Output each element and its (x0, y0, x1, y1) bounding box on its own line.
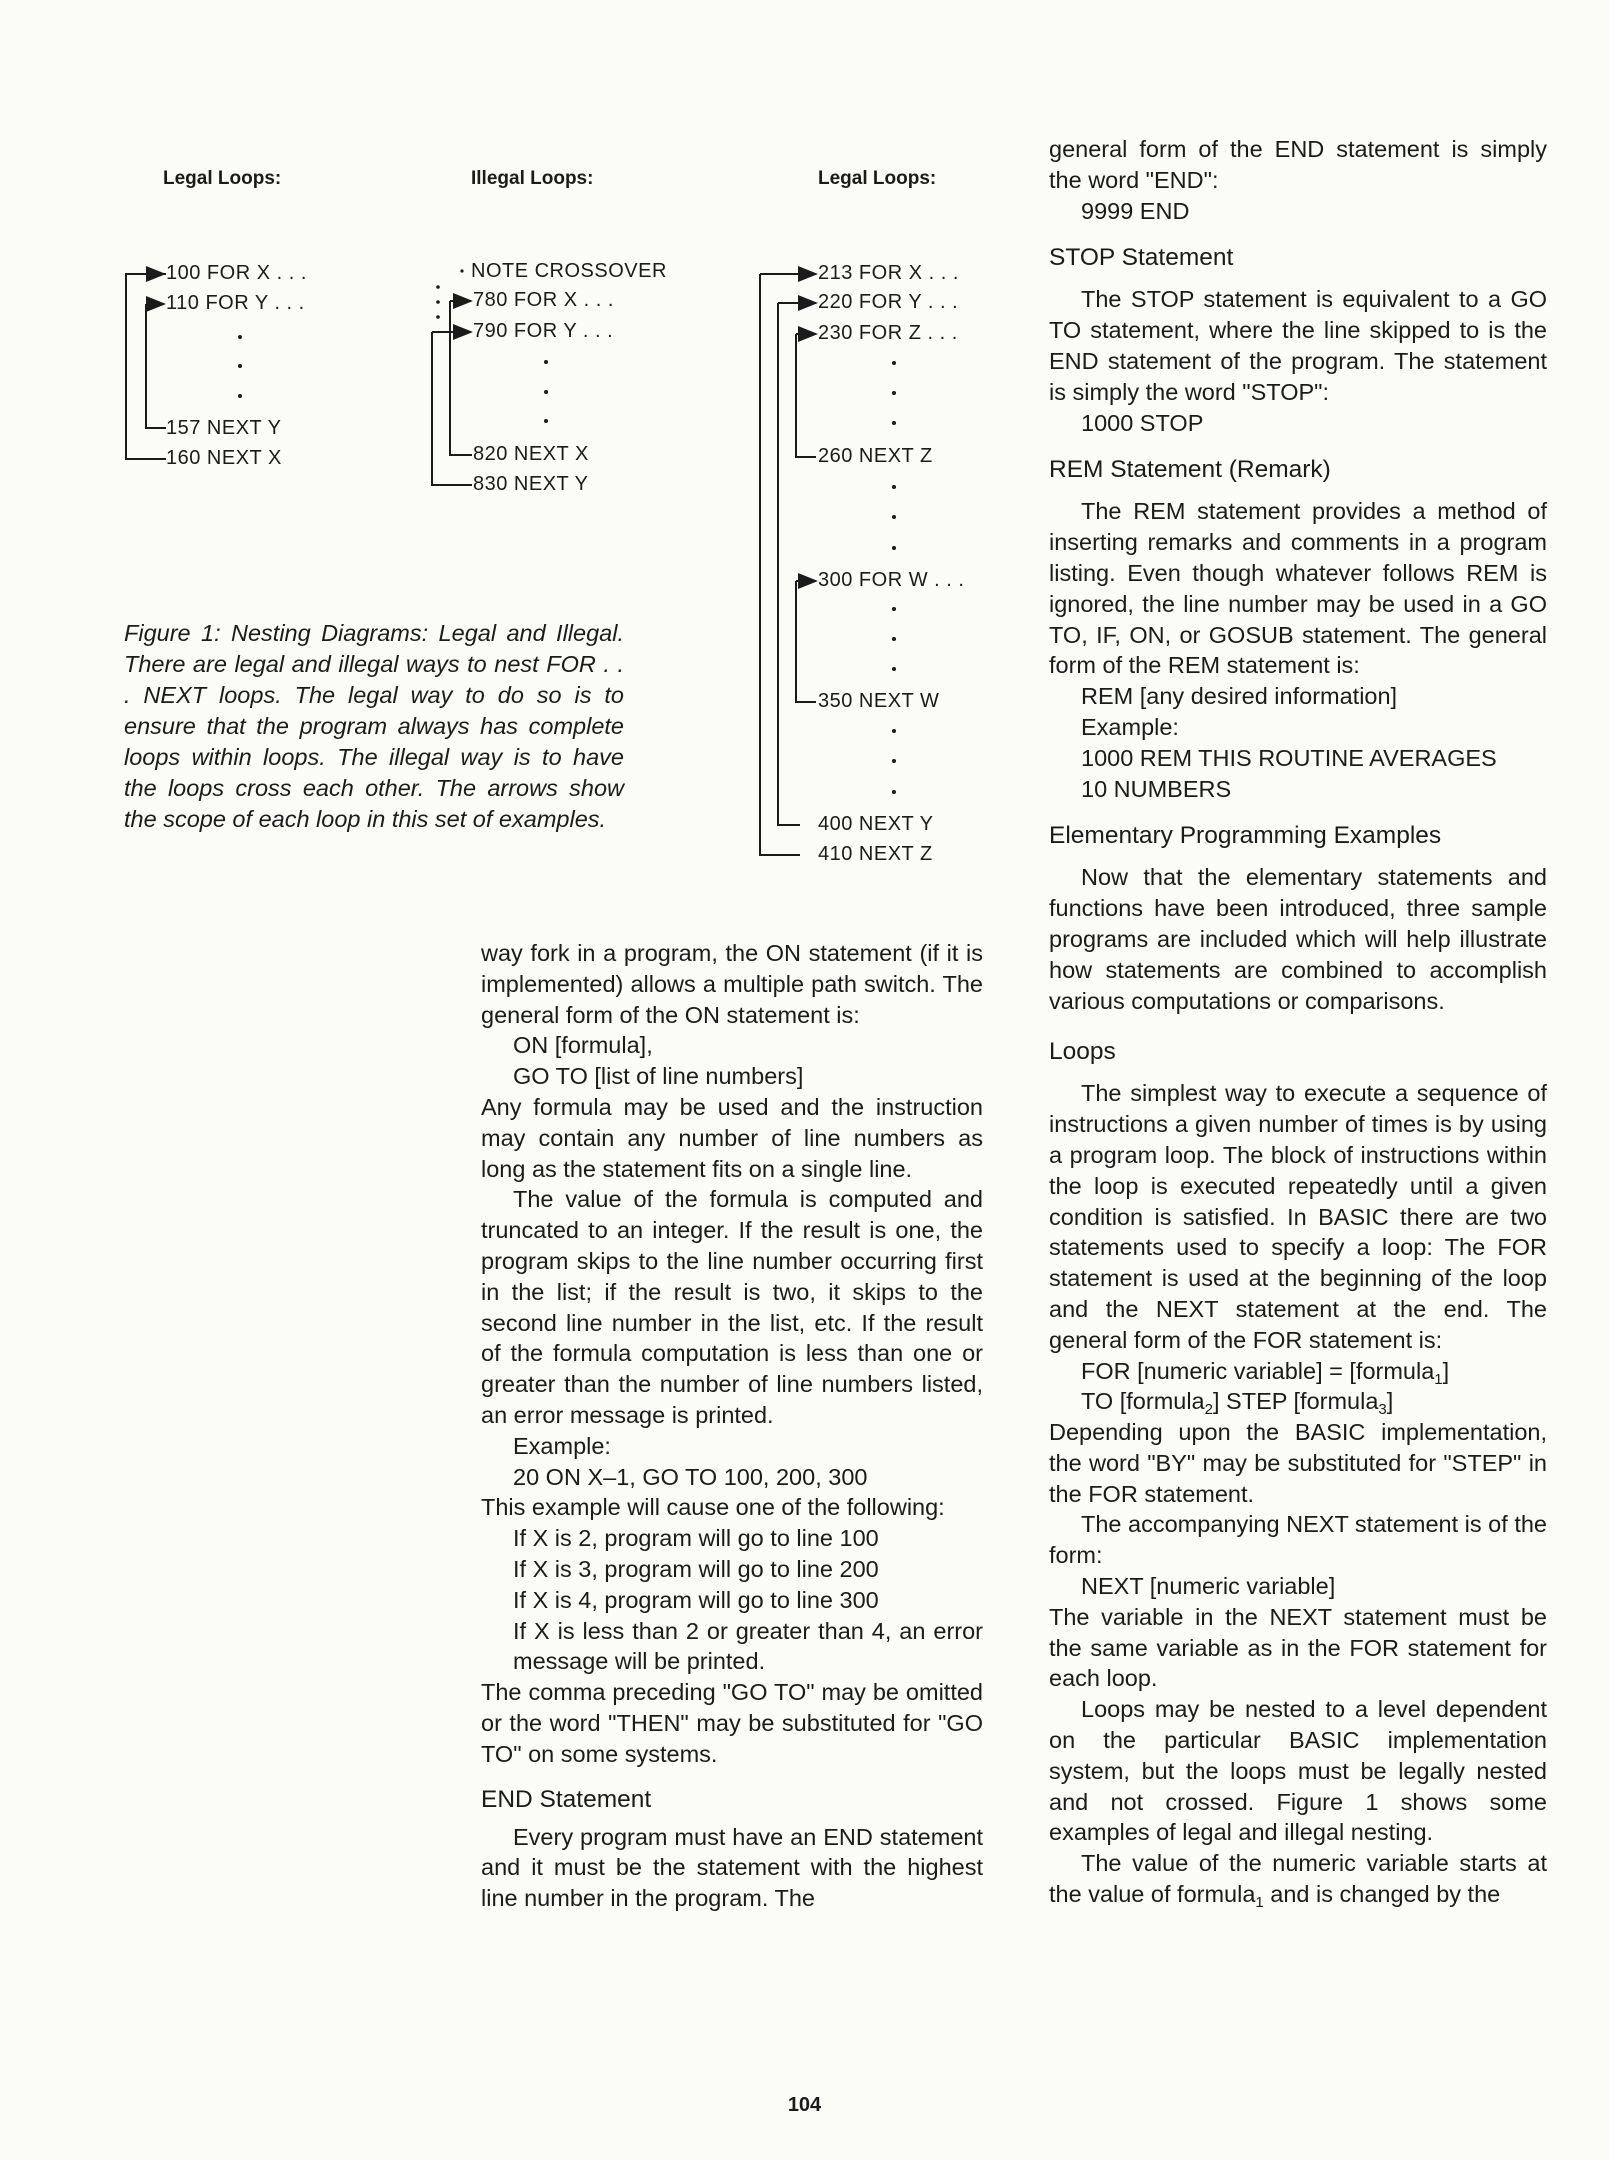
paragraph: general form of the END statement is simply the word "END": (1049, 136, 1547, 193)
code-line: 400 NEXT Y (818, 813, 934, 835)
paragraph: The accompanying NEXT statement is of the form: (1049, 1511, 1547, 1569)
paragraph: Depending upon the BASIC implementation, the word "BY" may be substituted for "STEP" in the FOR statement. (1049, 1419, 1547, 1507)
paragraph: The STOP statement is equivalent to a GO TO statement, where the line skipped to is the END statement of the program. The statement is simply the word "STOP": (1049, 286, 1547, 405)
code-example (1049, 1356, 1547, 1387)
code-line: 260 NEXT Z (818, 445, 933, 467)
page-number: 104 (787, 2094, 822, 2116)
code-line: 410 NEXT Z (818, 843, 933, 865)
code-line: 300 FOR W . . . (818, 569, 965, 591)
code-line: 157 NEXT Y (166, 417, 282, 439)
code-example: 10 NUMBERS (1081, 775, 1232, 802)
paragraph: Now that the elementary statements and functions have been introduced, three sample programs are included which will help illustrate how statements are combined to accomplish various computations or comparisons. (1049, 864, 1547, 1014)
paragraph: way fork in a program, the ON statement (if it is implemented) allows a multiple path switch. The general form of the ON statement is: (481, 940, 983, 1028)
case-line: If X is 2, program will go to line 100 (513, 1525, 879, 1552)
paragraph: The comma preceding "GO TO" may be omitted or the word "THEN" may be substituted for "GO TO" on some systems. (481, 1679, 983, 1767)
illegal-loops-header: Illegal Loops: (471, 168, 594, 189)
middle-column (481, 938, 983, 1914)
code-text: TO [formula (1081, 1388, 1205, 1415)
code-example: ON [formula], (513, 1032, 653, 1059)
legal-loops-header-1: Legal Loops: (163, 168, 282, 189)
section-heading: END Statement (481, 1785, 652, 1813)
case-line: If X is 4, program will go to line 300 (513, 1586, 879, 1613)
code-line: 213 FOR X . . . (818, 262, 959, 284)
case-line: If X is 3, program will go to line 200 (513, 1555, 879, 1582)
paragraph-text: The value of the numeric variable starts at the value of formula (1049, 1850, 1547, 1908)
code-example: 9999 END (1081, 197, 1190, 224)
paragraph-text: and is changed by the (1263, 1881, 1501, 1908)
code-line: 820 NEXT X (473, 443, 589, 465)
code-line: NOTE CROSSOVER (471, 260, 667, 282)
code-line: 830 NEXT Y (473, 473, 589, 495)
code-example: REM [any desired information] (1081, 683, 1398, 710)
example-label: Example: (1081, 713, 1179, 740)
paragraph (1049, 1848, 1547, 1910)
code-example: 20 ON X–1, GO TO 100, 200, 300 (513, 1463, 868, 1490)
code-example: NEXT [numeric variable] (1081, 1573, 1336, 1600)
figure-caption: Figure 1: Nesting Diagrams: Legal and Illegal. There are legal and illegal ways to nest FOR . . . NEXT loops. The legal way to do so is to ensure that the program always has complete loops within loops. The illegal way is to have the loops cross each other. The arrows show the scope of each loop in this set of examples. (124, 620, 624, 832)
section-heading: Elementary Programming Examples (1049, 822, 1442, 850)
right-column (1049, 134, 1547, 1910)
code-example: 1000 STOP (1081, 409, 1204, 436)
subscript: 3 (1378, 1401, 1387, 1419)
paragraph: The variable in the NEXT statement must be the same variable as in the FOR statement for each loop. (1049, 1603, 1547, 1692)
section-heading: REM Statement (Remark) (1049, 456, 1331, 484)
subscript: 2 (1204, 1401, 1213, 1419)
code-line: 790 FOR Y . . . (473, 320, 614, 342)
code-text: ] STEP [formula (1212, 1388, 1379, 1415)
code-example (1049, 1386, 1547, 1417)
code-text: ] (1442, 1357, 1450, 1384)
code-line: 780 FOR X . . . (473, 289, 614, 311)
code-line: 160 NEXT X (166, 447, 282, 469)
section-heading: Loops (1049, 1038, 1116, 1066)
paragraph: Loops may be nested to a level dependent on the particular BASIC implementation system, but the loops must be legally nested and not crossed. Figure 1 shows some examples of legal and illegal nesting. (1049, 1696, 1547, 1846)
paragraph: The simplest way to execute a sequence of instructions a given number of times is by using a program loop. The block of instructions within the loop is executed repeatedly until a given condition is satisfied. In BASIC there are two statements used to specify a loop: The FOR statement is used at the beginning of the loop and the NEXT statement at the end. The general form of the FOR statement is: (1049, 1080, 1547, 1353)
paragraph: This example will cause one of the following: (481, 1494, 945, 1521)
code-example: GO TO [list of line numbers] (513, 1063, 804, 1090)
paragraph: The value of the formula is computed and truncated to an integer. If the result is one, the program skips to the line number occurring first in the list; if the result is two, it skips to the second line number in the list, etc. If the result of the formula computation is less than one or greater than the number of line numbers listed, an error message is printed. (481, 1186, 983, 1428)
case-line: If X is less than 2 or greater than 4, an error message will be printed. (513, 1617, 983, 1675)
code-line: 110 FOR Y . . . (166, 292, 305, 314)
subscript: 1 (1434, 1370, 1443, 1388)
code-line: 220 FOR Y . . . (818, 291, 959, 313)
code-line: 350 NEXT W (818, 690, 940, 712)
legal-loops-header-2: Legal Loops: (818, 168, 937, 189)
example-label: Example: (513, 1432, 611, 1459)
code-example: 1000 REM THIS ROUTINE AVERAGES (1081, 744, 1497, 771)
subscript: 1 (1255, 1894, 1264, 1912)
code-text: ] (1386, 1388, 1394, 1415)
code-line: 230 FOR Z . . . (818, 322, 958, 344)
code-line: 100 FOR X . . . (166, 262, 307, 284)
paragraph: Any formula may be used and the instruction may contain any number of line numbers as long as the statement fits on a single line. (481, 1093, 983, 1182)
paragraph: The REM statement provides a method of inserting remarks and comments in a program listing. Even though whatever follows REM is ignored, the line number may be used in a GO TO, IF, ON, or GOSUB statement. The general form of the REM statement is: (1049, 498, 1547, 679)
paragraph: Every program must have an END statement and it must be the statement with the highest line number in the program. The (481, 1823, 983, 1912)
section-heading: STOP Statement (1049, 244, 1234, 272)
code-text: FOR [numeric variable] = [formula (1081, 1357, 1435, 1384)
